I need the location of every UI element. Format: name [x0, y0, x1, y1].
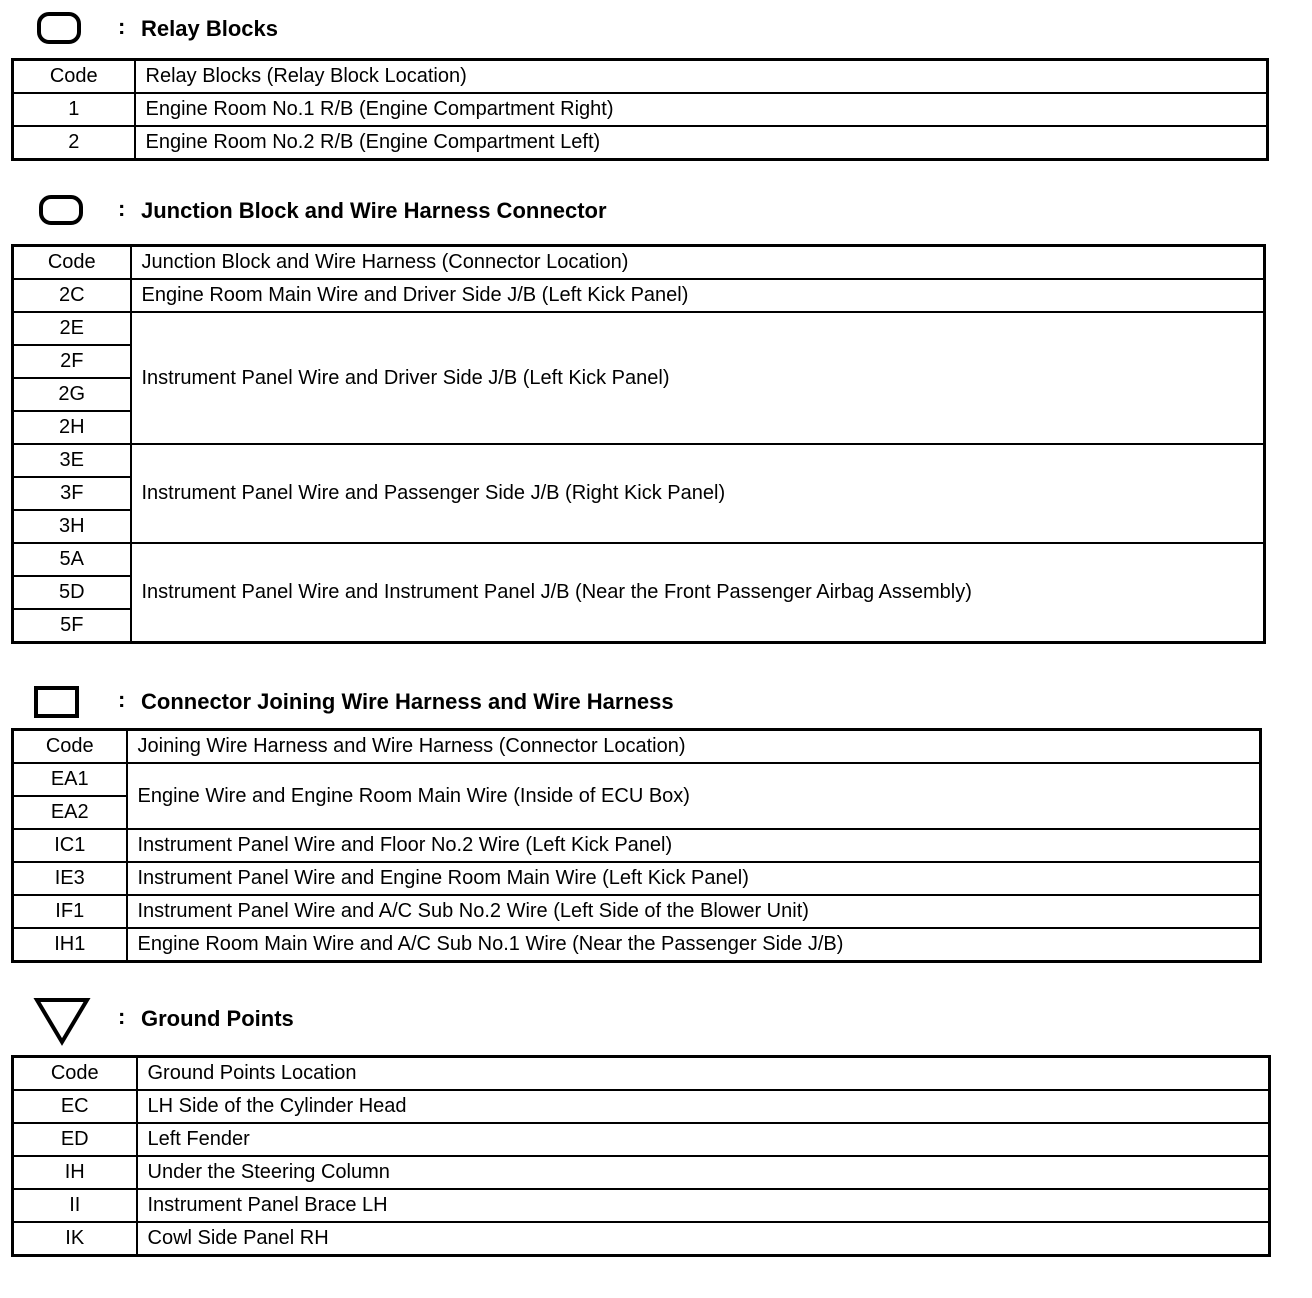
heading-colon: : — [118, 196, 126, 221]
code-cell: 5F — [13, 609, 131, 643]
ground-points-table — [11, 1055, 1271, 1257]
table-row — [13, 1156, 1270, 1189]
code-cell: IF1 — [13, 895, 127, 928]
relay-blocks-heading — [0, 6, 700, 46]
location-cell: Cowl Side Panel RH — [137, 1222, 1270, 1256]
section-title: Junction Block and Wire Harness Connector — [141, 198, 607, 223]
code-cell: 2F — [13, 345, 131, 378]
code-cell: EC — [13, 1090, 137, 1123]
triangle-down-icon — [33, 996, 91, 1048]
location-cell: Instrument Panel Brace LH — [137, 1189, 1270, 1222]
code-cell: IH1 — [13, 928, 127, 962]
connector-table — [11, 728, 1262, 963]
table-row — [13, 862, 1261, 895]
code-cell: IE3 — [13, 862, 127, 895]
section-title: Connector Joining Wire Harness and Wire Harness — [141, 689, 674, 714]
location-column-header: Ground Points Location — [137, 1057, 1270, 1091]
code-cell: IH — [13, 1156, 137, 1189]
location-cell: LH Side of the Cylinder Head — [137, 1090, 1270, 1123]
code-cell: 3F — [13, 477, 131, 510]
table-row — [13, 763, 1261, 796]
table-row — [13, 1123, 1270, 1156]
code-column-header: Code — [13, 1057, 137, 1091]
code-cell: 2 — [13, 126, 135, 160]
table-row — [13, 895, 1261, 928]
table-row — [13, 279, 1265, 312]
table-header-row — [13, 730, 1261, 764]
code-column-header: Code — [13, 60, 135, 94]
table-row — [13, 1090, 1270, 1123]
connector-heading — [0, 679, 900, 719]
location-cell: Left Fender — [137, 1123, 1270, 1156]
location-cell: Engine Room Main Wire and Driver Side J/B (Left Kick Panel) — [131, 279, 1265, 312]
code-cell: 3E — [13, 444, 131, 477]
code-cell: 2E — [13, 312, 131, 345]
code-cell: 3H — [13, 510, 131, 543]
location-cell: Instrument Panel Wire and Driver Side J/B (Left Kick Panel) — [131, 312, 1265, 444]
code-cell: 5A — [13, 543, 131, 576]
code-cell: ED — [13, 1123, 137, 1156]
table-row — [13, 928, 1261, 962]
code-cell: EA1 — [13, 763, 127, 796]
table-row — [13, 93, 1268, 126]
location-column-header: Joining Wire Harness and Wire Harness (Connector Location) — [127, 730, 1261, 764]
location-cell: Engine Room No.2 R/B (Engine Compartment Left) — [135, 126, 1268, 160]
location-cell: Under the Steering Column — [137, 1156, 1270, 1189]
location-column-header: Relay Blocks (Relay Block Location) — [135, 60, 1268, 94]
heading-colon: : — [118, 14, 126, 39]
junction-block-table — [11, 244, 1266, 644]
code-cell: II — [13, 1189, 137, 1222]
code-cell: 2G — [13, 378, 131, 411]
code-cell: 2C — [13, 279, 131, 312]
code-cell: 2H — [13, 411, 131, 444]
rounded-box-icon — [37, 12, 81, 44]
table-header-row — [13, 246, 1265, 280]
table-row — [13, 829, 1261, 862]
location-column-header: Junction Block and Wire Harness (Connector Location) — [131, 246, 1265, 280]
table-row — [13, 543, 1265, 576]
table-header-row — [13, 1057, 1270, 1091]
section-title: Relay Blocks — [141, 16, 278, 41]
code-cell: 5D — [13, 576, 131, 609]
location-cell: Engine Room No.1 R/B (Engine Compartment Right) — [135, 93, 1268, 126]
table-row — [13, 126, 1268, 160]
heading-colon: : — [118, 687, 126, 712]
rounded-box-icon — [39, 195, 83, 225]
location-cell: Engine Room Main Wire and A/C Sub No.1 Wire (Near the Passenger Side J/B) — [127, 928, 1261, 962]
code-cell: IK — [13, 1222, 137, 1256]
code-cell: IC1 — [13, 829, 127, 862]
location-cell: Instrument Panel Wire and Floor No.2 Wire (Left Kick Panel) — [127, 829, 1261, 862]
junction-block-heading — [0, 188, 900, 228]
code-cell: EA2 — [13, 796, 127, 829]
table-row — [13, 444, 1265, 477]
table-row — [13, 312, 1265, 345]
rectangle-icon — [34, 686, 79, 718]
code-column-header: Code — [13, 246, 131, 280]
code-column-header: Code — [13, 730, 127, 764]
table-row — [13, 1222, 1270, 1256]
location-cell: Instrument Panel Wire and A/C Sub No.2 Wire (Left Side of the Blower Unit) — [127, 895, 1261, 928]
table-header-row — [13, 60, 1268, 94]
section-title: Ground Points — [141, 1006, 294, 1031]
location-cell: Instrument Panel Wire and Passenger Side J/B (Right Kick Panel) — [131, 444, 1265, 543]
table-row — [13, 1189, 1270, 1222]
ground-points-heading — [0, 996, 700, 1036]
code-cell: 1 — [13, 93, 135, 126]
heading-colon: : — [118, 1004, 126, 1029]
relay-blocks-table — [11, 58, 1269, 161]
location-cell: Instrument Panel Wire and Engine Room Main Wire (Left Kick Panel) — [127, 862, 1261, 895]
location-cell: Instrument Panel Wire and Instrument Panel J/B (Near the Front Passenger Airbag Assembly) — [131, 543, 1265, 643]
location-cell: Engine Wire and Engine Room Main Wire (Inside of ECU Box) — [127, 763, 1261, 829]
